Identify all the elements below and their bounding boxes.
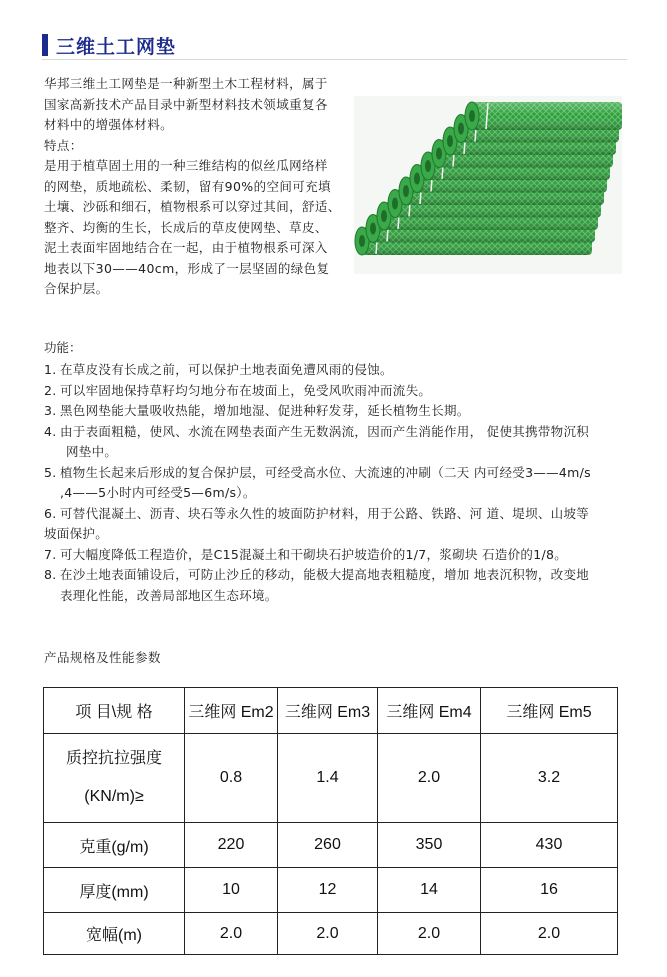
function-text: 由于表面粗糙，使风、水流在网垫表面产生无数涡流，因而产生消能作用， 促使其携带物沉积 xyxy=(60,423,590,439)
table-cell: 12 xyxy=(278,868,378,913)
product-photo xyxy=(354,96,622,274)
geomat-rolls-image xyxy=(354,96,622,274)
table-header-cell: 三维网 Em2 xyxy=(185,688,278,734)
intro-line: 是用于植草固土用的一种三维结构的似丝瓜网络样 xyxy=(44,158,328,173)
geomat-roll-core xyxy=(469,110,475,122)
intro-line: 地表以下30——40cm，形成了一层坚固的绿色复 xyxy=(44,260,330,276)
function-number: 8. xyxy=(44,567,57,582)
function-number: 7. xyxy=(44,546,57,562)
function-item xyxy=(44,545,626,566)
row-label: 克重(g/m) xyxy=(44,823,185,868)
function-text: ,4——5小时内可经受5—6m/s）。 xyxy=(60,485,256,500)
function-number: 5. xyxy=(44,464,57,480)
function-text: 在草皮没有长成之前，可以保护土地表面免遭风雨的侵蚀。 xyxy=(60,362,393,377)
function-item xyxy=(44,401,626,422)
function-item-continuation xyxy=(44,586,626,607)
function-item-continuation xyxy=(44,483,626,504)
geomat-roll-core xyxy=(458,123,464,135)
function-text: 可以牢固地保持草籽均匀地分布在坡面上，免受风吹雨冲而流失。 xyxy=(60,382,432,398)
table-row xyxy=(44,734,618,823)
table-header-cell: 项 目\规 格 xyxy=(44,688,185,734)
row-label: 宽幅(m) xyxy=(44,913,185,955)
function-text: 网垫中。 xyxy=(66,444,118,459)
intro-line: 合保护层。 xyxy=(44,281,109,296)
table-header-cell: 三维网 Em4 xyxy=(378,688,481,734)
table-cell: 16 xyxy=(481,868,618,913)
table-cell: 14 xyxy=(378,868,481,913)
function-number: 3. xyxy=(44,403,57,418)
table-header-cell: 三维网 Em5 xyxy=(481,688,618,734)
function-text: 在沙土地表面铺设后，可防止沙丘的移动，能极大提高地表粗糙度，增加 地表沉积物，改变地 xyxy=(60,567,590,582)
table-cell: 430 xyxy=(481,823,618,868)
table-cell: 350 xyxy=(378,823,481,868)
intro-line: 土壤、沙砾和细石，植物根系可以穿过其间，舒适、 xyxy=(44,199,341,214)
table-cell: 1.4 xyxy=(278,734,378,823)
intro-line: 整齐、均衡的生长，长成后的草皮使网垫、草皮、 xyxy=(44,219,328,235)
geomat-roll-core xyxy=(436,148,442,160)
function-item xyxy=(44,504,626,525)
intro-line: 材料中的增强体材料。 xyxy=(44,117,174,132)
function-item xyxy=(44,360,626,381)
function-text: 黑色网垫能大量吸收热能，增加地湿、促进种籽发芽，延长植物生长期。 xyxy=(60,403,470,418)
geomat-roll-core xyxy=(425,160,431,172)
function-text: 植物生长起来后形成的复合保护层，可经受高水位、大流速的冲刷（二天 内可经受3——4m/s xyxy=(60,464,591,480)
function-number: 1. xyxy=(44,362,57,377)
table-row xyxy=(44,913,618,955)
table-cell: 3.2 xyxy=(481,734,618,823)
table-cell: 10 xyxy=(185,868,278,913)
geomat-roll-core xyxy=(414,173,420,185)
geomat-roll-core xyxy=(392,198,398,210)
features-heading: 特点： xyxy=(44,137,83,153)
row-label: 厚度(mm) xyxy=(44,868,185,913)
geomat-roll-core xyxy=(447,135,453,147)
function-item xyxy=(44,463,626,484)
function-text: 可大幅度降低工程造价，是C15混凝土和干砌块石护坡造价的1/7，浆砌块 石造价的1/8。 xyxy=(60,546,568,562)
function-number: 4. xyxy=(44,423,57,439)
function-item-continuation xyxy=(44,524,626,545)
table-cell: 2.0 xyxy=(278,913,378,955)
intro-line: 国家高新技术产品目录中新型材料技术领域重复各 xyxy=(44,96,328,112)
table-cell: 220 xyxy=(185,823,278,868)
table-header-row xyxy=(44,688,618,734)
row-label xyxy=(44,734,185,823)
function-number: 6. xyxy=(44,505,57,521)
intro-line: 华邦三维土工网垫是一种新型土木工程材料，属于 xyxy=(44,76,328,91)
geomat-roll-core xyxy=(381,210,387,222)
table-row xyxy=(44,823,618,868)
geomat-roll-core xyxy=(403,185,409,197)
intro-line: 的网垫，质地疏松、柔韧，留有90%的空间可充填 xyxy=(44,178,331,194)
title-accent-bar xyxy=(42,34,48,56)
function-number: 2. xyxy=(44,382,57,398)
table-cell: 2.0 xyxy=(378,913,481,955)
functions-heading: 功能： xyxy=(44,340,82,355)
spec-table xyxy=(43,687,618,955)
table-cell: 2.0 xyxy=(185,913,278,955)
function-item xyxy=(44,381,626,402)
functions-list xyxy=(44,360,626,606)
table-cell: 2.0 xyxy=(481,913,618,955)
geomat-roll-shading xyxy=(472,102,622,130)
intro-line: 泥土表面牢固地结合在一起，由于植物根系可深入 xyxy=(44,240,328,255)
geomat-roll-core xyxy=(359,235,365,247)
table-row xyxy=(44,868,618,913)
geomat-roll-core xyxy=(370,223,376,235)
intro-text xyxy=(44,74,354,300)
row-label-line: (KN/m)≥ xyxy=(84,788,144,805)
table-cell: 260 xyxy=(278,823,378,868)
spec-heading: 产品规格及性能参数 xyxy=(44,650,162,665)
function-item xyxy=(44,565,626,586)
section-header xyxy=(42,30,627,62)
function-item-continuation xyxy=(44,442,626,463)
function-text: 可替代混凝土、沥青、块石等永久性的坡面防护材料，用于公路、铁路、河 道、堤坝、山坡等 xyxy=(60,505,590,521)
function-item xyxy=(44,422,626,443)
table-cell: 0.8 xyxy=(185,734,278,823)
table-header-cell: 三维网 Em3 xyxy=(278,688,378,734)
function-text: 表理化性能，改善局部地区生态环境。 xyxy=(60,587,278,603)
page-title: 三维土工网垫 xyxy=(56,36,177,58)
title-divider xyxy=(42,59,627,60)
row-label-line: 质控抗拉强度 xyxy=(65,750,162,767)
function-text: 坡面保护。 xyxy=(44,526,109,541)
table-cell: 2.0 xyxy=(378,734,481,823)
